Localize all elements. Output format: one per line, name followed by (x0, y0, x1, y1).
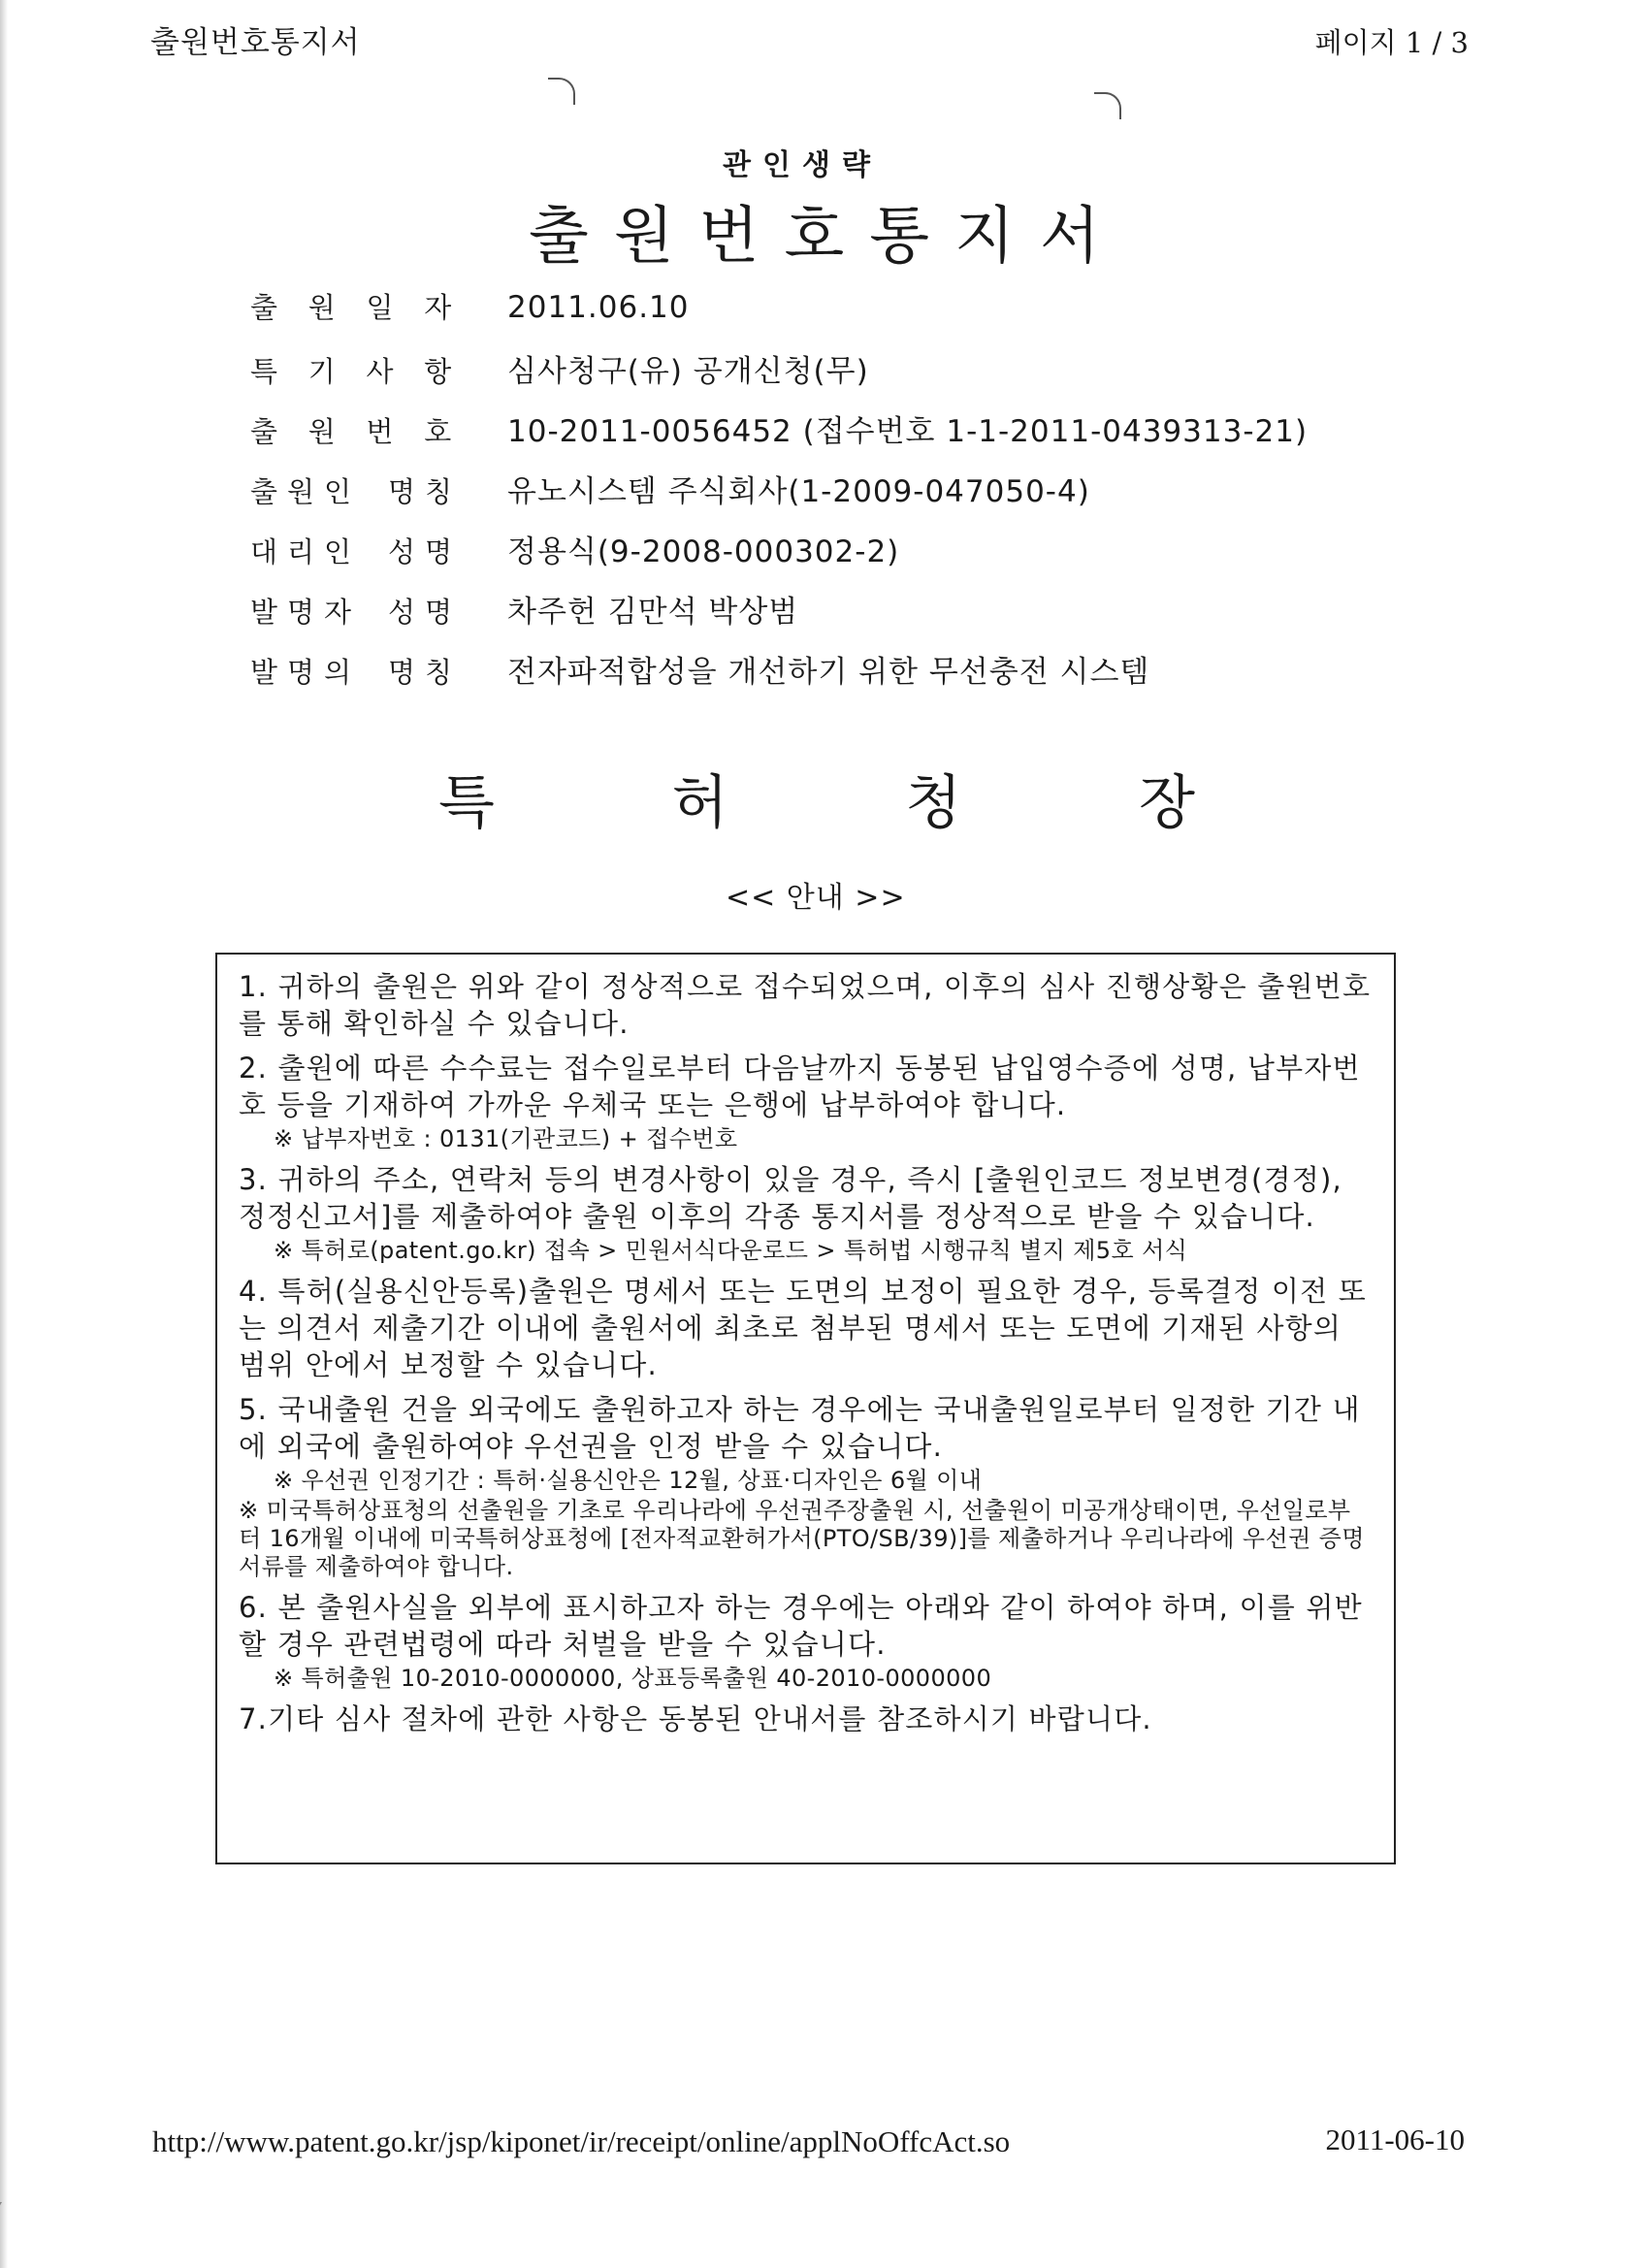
notice-text: 2. 출원에 따른 수수료는 접수일로부터 다음날까지 동봉된 납입영수증에 성명, 납부자번호 등을 기재하여 가까운 우체국 또는 은행에 납부하여야 합니다. (239, 1052, 1361, 1121)
info-label (250, 350, 507, 390)
spacer (462, 591, 487, 631)
info-label-part: 번 (366, 415, 394, 448)
info-row (250, 647, 1308, 707)
info-label-part: 원 (307, 415, 336, 448)
info-value: 정용식(9-2008-000302-2) (507, 535, 900, 569)
info-label-part: 항 (424, 355, 452, 388)
info-label-part: 자 (424, 291, 452, 324)
info-label-part: 명칭 (388, 656, 463, 689)
notice-box (215, 953, 1396, 1864)
notice-note: ※ 특허출원 10-2010-0000000, 상표등록출원 40-2010-0000000 (274, 1665, 992, 1692)
info-label-part: 사 (366, 355, 394, 388)
notice-note: ※ 납부자번호 : 0131(기관코드) + 접수번호 (274, 1125, 738, 1152)
page-title: 출원번호통지서 (529, 201, 1125, 273)
info-label-part: 특 (250, 355, 278, 388)
issuer-char: 특 (438, 769, 495, 837)
info-label-part: 출 (250, 415, 278, 448)
info-label-part: 일 (366, 291, 394, 324)
issuer-char: 청 (905, 769, 962, 837)
scan-edge (0, 0, 8, 2268)
spacer (482, 350, 507, 390)
info-label (250, 410, 507, 450)
spacer (462, 651, 487, 691)
spacer (482, 410, 507, 450)
info-label (250, 591, 507, 631)
header-doc-name: 출원번호통지서 (150, 25, 361, 60)
spacer (462, 531, 487, 570)
footer-date: 2011-06-10 (1325, 2122, 1465, 2156)
info-label (250, 531, 507, 570)
notice-note: ※ 특허로(patent.go.kr) 접속 > 민원서식다운로드 > 특허법 시행규칙 별지 제5호 서식 (274, 1237, 1188, 1264)
info-label-part: 발명자 (250, 596, 362, 629)
notice-text: 4. 특허(실용신안등록)출원은 명세서 또는 도면의 보정이 필요한 경우, 등록결정 이전 또는 의견서 제출기간 이내에 출원서에 최초로 첨부된 명세서 또는 도면에 기재된 사항의 범위 안에서 보정할 수 있습니다. (239, 1275, 1367, 1381)
info-label (250, 651, 507, 691)
issuer-signature (438, 757, 1195, 840)
notice-text: 1. 귀하의 출원은 위와 같이 정상적으로 접수되었으며, 이후의 심사 진행상황은 출원번호를 통해 확인하실 수 있습니다. (239, 970, 1372, 1040)
info-label-part: 명칭 (388, 475, 463, 508)
spacer (462, 470, 487, 510)
info-label-part: 성명 (388, 535, 463, 568)
info-row (250, 467, 1308, 527)
notice-text: 3. 귀하의 주소, 연락처 등의 변경사항이 있을 경우, 즉시 [출원인코드 정보변경(경정), 정정신고서]를 제출하여야 출원 이후의 각종 통지서를 정상적으로 받을 수 있습니다. (239, 1163, 1342, 1233)
scan-corner-mark (0, 2202, 47, 2268)
info-row (250, 346, 1308, 406)
footer-url: http://www.patent.go.kr/jsp/kiponet/ir/receipt/online/applNoOffcAct.so (152, 2124, 1011, 2158)
notice-note: ※ 미국특허상표청의 선출원을 기초로 우리나라에 우선권주장출원 시, 선출원이 미공개상태이면, 우선일로부터 16개월 이내에 미국특허상표청에 [전자적교환허가서(PTO/SB/39)]를 제출하거나 우리나라에 우선권 증명서류를 제출하여야 합니다. (239, 1497, 1365, 1580)
info-row (250, 587, 1308, 647)
info-label-part: 출원인 (250, 475, 362, 508)
info-label (250, 470, 507, 510)
page-indicator: 페이지 1 / 3 (1314, 26, 1469, 59)
info-label-part: 대리인 (250, 535, 362, 568)
info-label-part: 출 (250, 291, 278, 324)
notice-text: 5. 국내출원 건을 외국에도 출원하고자 하는 경우에는 국내출원일로부터 일정한 기간 내에 외국에 출원하여야 우선권을 인정 받을 수 있습니다. (239, 1393, 1361, 1463)
info-label-part: 발명의 (250, 656, 362, 689)
info-row (250, 406, 1308, 467)
info-value: 10-2011-0056452 (접수번호 1-1-2011-0439313-21) (507, 414, 1309, 449)
issuer-char: 장 (1139, 769, 1195, 837)
info-label-part: 기 (307, 355, 336, 388)
application-info (250, 286, 1308, 707)
notice-item (239, 1589, 1373, 1693)
punch-hole-mark (548, 78, 575, 105)
notice-item (239, 1050, 1373, 1153)
notice-item (239, 968, 1373, 1042)
info-value: 2011.06.10 (507, 290, 690, 325)
notice-item (239, 1391, 1373, 1581)
notice-item (239, 1273, 1373, 1383)
issuer-char: 허 (671, 769, 728, 837)
info-label-part: 원 (307, 291, 336, 324)
notice-note: ※ 우선권 인정기간 : 특허·실용신안은 12월, 상표·디자인은 6월 이내 (274, 1467, 983, 1494)
info-row (250, 286, 1308, 346)
punch-hole-mark (1094, 92, 1121, 119)
seal-omitted-text: 관인생략 (723, 148, 882, 182)
info-value: 유노시스템 주식회사(1-2009-047050-4) (507, 474, 1090, 509)
info-value: 심사청구(유) 공개신청(무) (507, 354, 869, 389)
info-value: 전자파적합성을 개선하기 위한 무선충전 시스템 (507, 655, 1150, 690)
guide-heading: << 안내 >> (726, 881, 906, 915)
info-label-part: 성명 (388, 596, 463, 629)
info-value: 차주헌 김만석 박상범 (507, 595, 799, 630)
spacer (482, 286, 507, 326)
info-row (250, 527, 1308, 587)
notice-text: 6. 본 출원사실을 외부에 표시하고자 하는 경우에는 아래와 같이 하여야 하며, 이를 위반할 경우 관련법령에 따라 처벌을 받을 수 있습니다. (239, 1591, 1363, 1661)
notice-item (239, 1161, 1373, 1265)
notice-item (239, 1701, 1373, 1737)
notice-text: 7.기타 심사 절차에 관한 사항은 동봉된 안내서를 참조하시기 바랍니다. (239, 1702, 1152, 1735)
info-label (250, 286, 507, 326)
info-label-part: 호 (424, 415, 452, 448)
